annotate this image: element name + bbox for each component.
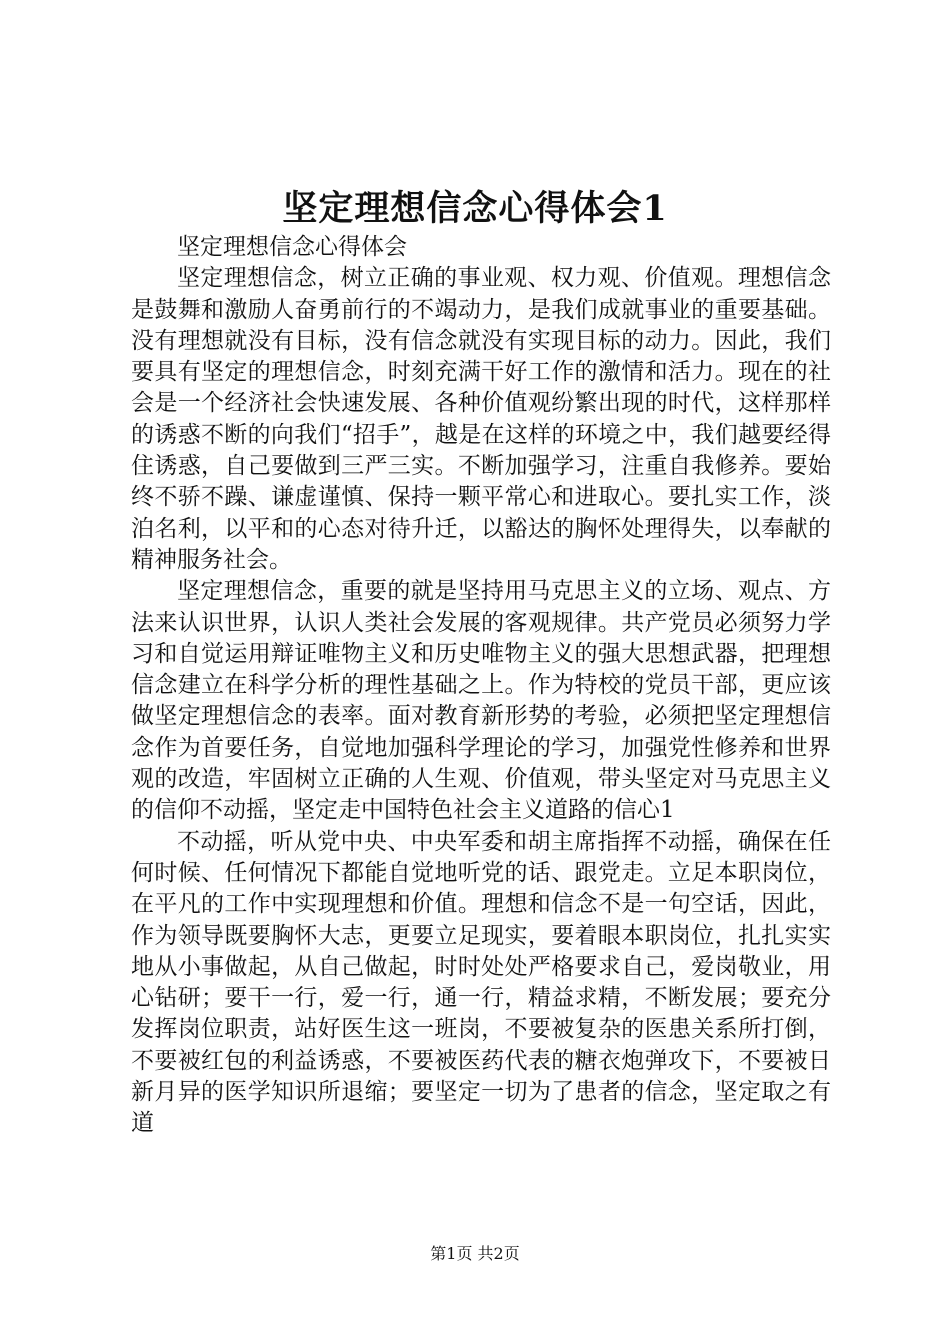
page-footer: 第1页 共2页 [430, 1244, 520, 1263]
document-title: 坚定理想信念心得体会1 [282, 188, 668, 229]
body-paragraph-3: 不动摇，听从党中央、中央军委和胡主席指挥不动摇，确保在任何时候、任何情况下都能自觉地听党的话、跟党走。立足本职岗位，在平凡的工作中实现理想和价值。理想和信念不是一句空话，因此，作为领导既要胸怀大志，更要立足现实，要着眼本职岗位，扎扎实实地从小事做起，从自己做起，时时处处严格要求自己，爱岗敬业，用心钻研；要干一行，爱一行，通一行，精益求精，不断发展；要充分发挥岗位职责，站好医生这一班岗，不要被复杂的医患关系所打倒，不要被红包的利益诱惑，不要被医药代表的糖衣炮弹攻下，不要被日新月异的医学知识所退缩；要坚定一切为了患者的信念，坚定取之有道 [131, 828, 831, 1137]
body-paragraph-1: 坚定理想信念，树立正确的事业观、权力观、价值观。理想信念是鼓舞和激励人奋勇前行的不竭动力，是我们成就事业的重要基础。没有理想就没有目标，没有信念就没有实现目标的动力。因此，我们要具有坚定的理想信念，时刻充满干好工作的激情和活力。现在的社会是一个经济社会快速发展、各种价值观纷繁出现的时代，这样那样的诱惑不断的向我们“招手”，越是在这样的环境之中，我们越要经得住诱惑，自己要做到三严三实。不断加强学习，注重自我修养。要始终不骄不躁、谦虚谨慎、保持一颗平常心和进取心。要扎实工作，淡泊名利，以平和的心态对待升迁，以豁达的胸怀处理得失，以奉献的精神服务社会。 [131, 265, 831, 573]
document-body [131, 232, 831, 1140]
subtitle-paragraph: 坚定理想信念心得体会 [177, 234, 407, 260]
body-paragraph-2: 坚定理想信念，重要的就是坚持用马克思主义的立场、观点、方法来认识世界，认识人类社会发展的客观规律。共产党员必须努力学习和自觉运用辩证唯物主义和历史唯物主义的强大思想武器，把理想信念建立在科学分析的理性基础之上。作为特校的党员干部，更应该做坚定理想信念的表率。面对教育新形势的考验，必须把坚定理想信念作为首要任务，自觉地加强科学理论的学习，加强党性修养和世界观的改造，牢固树立正确的人生观、价值观，带头坚定对马克思主义的信仰不动摇，坚定走中国特色社会主义道路的信心1 [131, 578, 831, 824]
